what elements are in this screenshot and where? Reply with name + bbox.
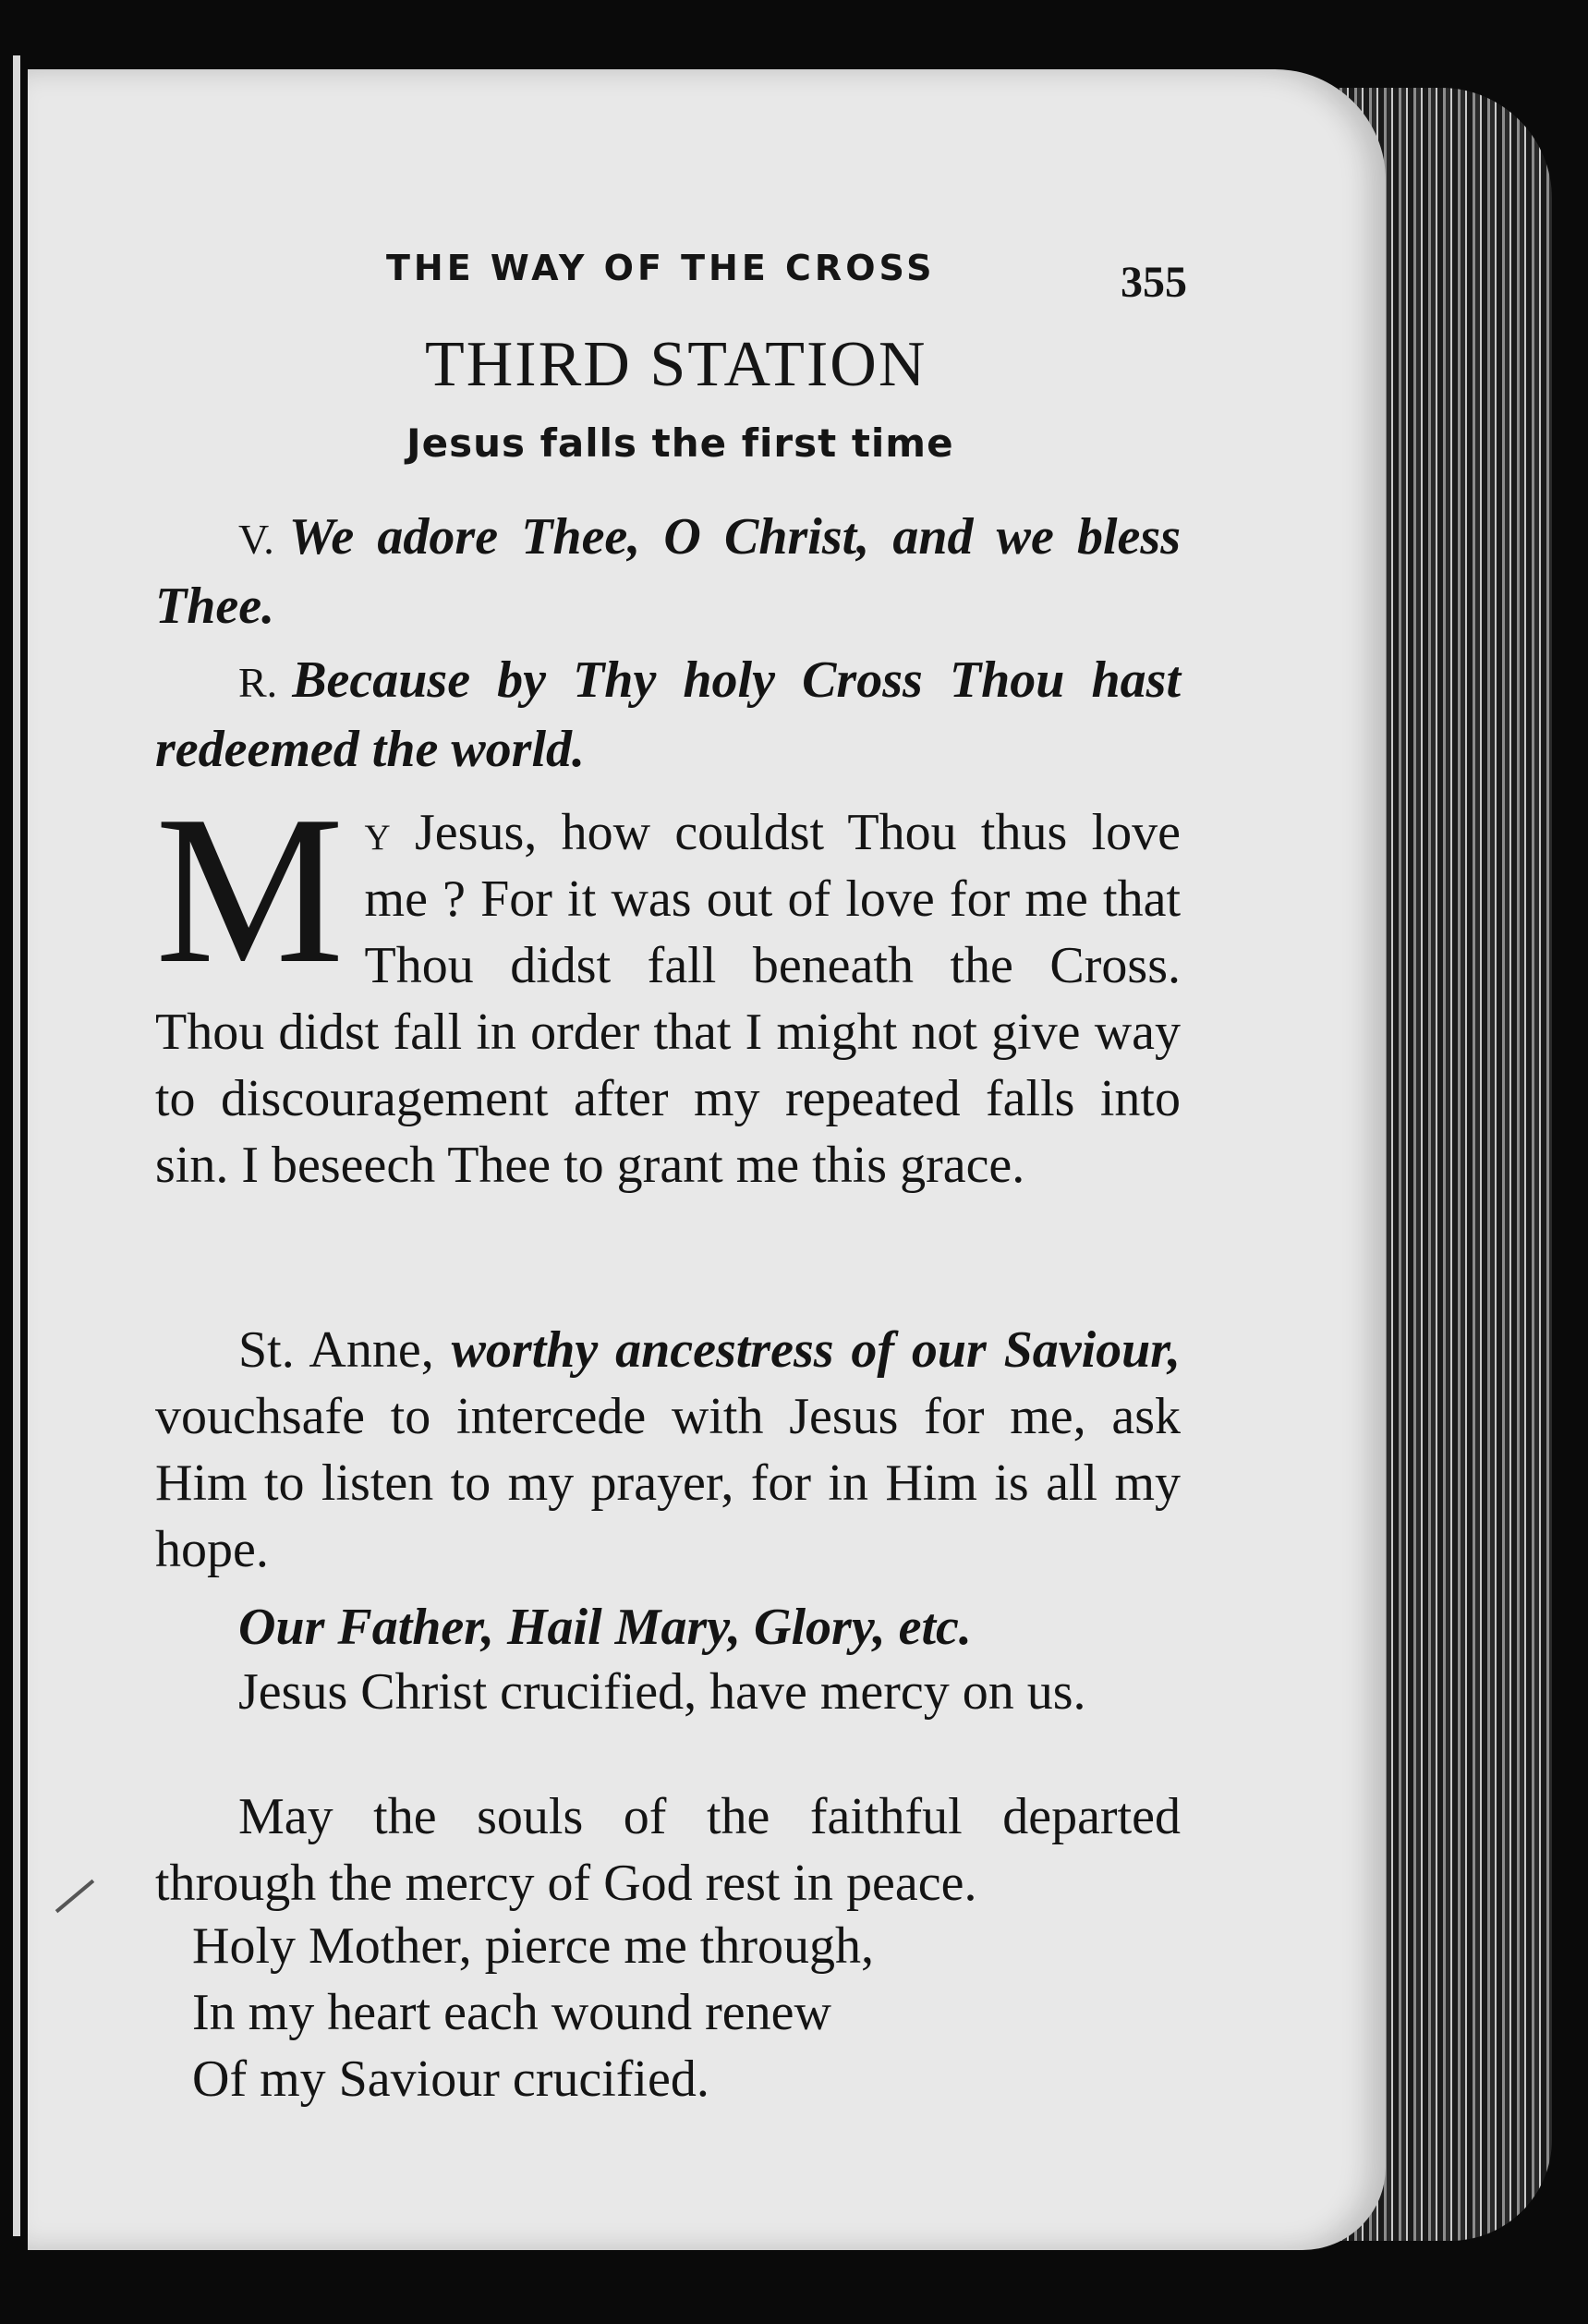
versicle-label: V. bbox=[238, 516, 274, 563]
hymn-line: Holy Mother, pierce me through, bbox=[192, 1917, 875, 1975]
versicle bbox=[155, 504, 1181, 639]
versicle-text: We adore Thee, O Christ, and we bless Thee. bbox=[155, 508, 1181, 635]
hymn bbox=[155, 1913, 1181, 2112]
meditation bbox=[155, 772, 1182, 1199]
page-number: 355 bbox=[1121, 258, 1187, 307]
st-anne-start: St. Anne, bbox=[238, 1321, 434, 1379]
prayers-line: Our Father, Hail Mary, Glory, etc. bbox=[238, 1599, 972, 1656]
response-text: Because by Thy holy Cross Thou hast redeemed the world. bbox=[155, 651, 1181, 778]
st-anne-prayer bbox=[155, 1317, 1181, 1583]
st-anne-italic: worthy ancestress of our Saviour, bbox=[451, 1321, 1181, 1379]
book-left-edge bbox=[13, 55, 20, 2236]
hymn-line: Of my Saviour crucified. bbox=[192, 2050, 709, 2108]
souls-prayer: May the souls of the faithful departed through the mercy of God rest in peace. bbox=[155, 1788, 1181, 1912]
response-label: R. bbox=[238, 659, 278, 706]
st-anne-rest: vouchsafe to intercede with Jesus for me, ask Him to listen to my prayer, for in Him is all my hope. bbox=[155, 1388, 1181, 1578]
drop-cap-rest: y bbox=[364, 804, 391, 861]
running-head: THE WAY OF THE CROSS bbox=[386, 248, 936, 288]
station-subtitle: Jesus falls the first time bbox=[406, 420, 954, 466]
station-title: THIRD STATION bbox=[425, 329, 927, 400]
meditation-text: Jesus, how couldst Thou thus love me ? For it was out of love for me that Thou didst fall beneath the Cross. Thou didst fall in order that I might not give way to discouragement after my repeated falls into sin. I beseech Thee to grant me this grace. bbox=[155, 804, 1182, 1194]
drop-cap: M bbox=[155, 772, 345, 1007]
mercy-invocation: Jesus Christ crucified, have mercy on us. bbox=[238, 1663, 1086, 1721]
hymn-line: In my heart each wound renew bbox=[192, 1984, 831, 2041]
response bbox=[155, 647, 1181, 783]
